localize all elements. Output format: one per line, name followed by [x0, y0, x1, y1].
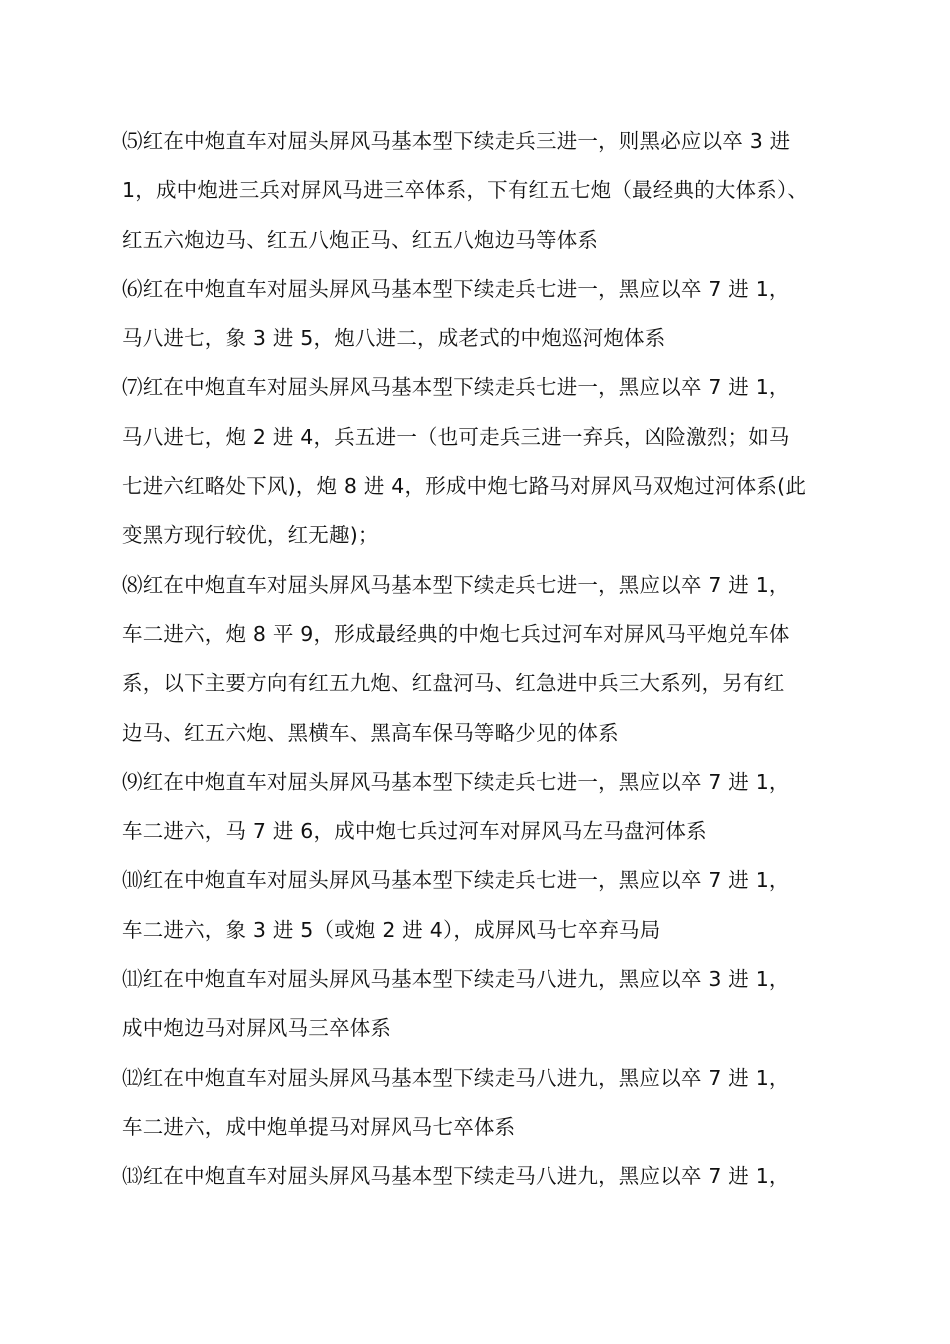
text-line: 车二进六，象 3 进 5（或炮 2 进 4），成屏风马七卒弃马局: [122, 917, 661, 942]
text-line: 红五六炮边马、红五八炮正马、红五八炮边马等体系: [122, 227, 599, 252]
text-line: ⑺红在中炮直车对屈头屏风马基本型下续走兵七进一，黑应以卒 7 进 1，: [122, 375, 790, 400]
paragraph-7: [122, 363, 840, 560]
text-line: ⑿红在中炮直车对屈头屏风马基本型下续走马八进九，黑应以卒 7 进 1，: [122, 1065, 790, 1090]
paragraph-6: [122, 265, 840, 364]
paragraph-11: [122, 955, 840, 1054]
paragraph-13: [122, 1152, 840, 1201]
text-line: ⑼红在中炮直车对屈头屏风马基本型下续走兵七进一，黑应以卒 7 进 1，: [122, 769, 790, 794]
text-line: ⑻红在中炮直车对屈头屏风马基本型下续走兵七进一，黑应以卒 7 进 1，: [122, 572, 790, 597]
text-line: ⑽红在中炮直车对屈头屏风马基本型下续走兵七进一，黑应以卒 7 进 1，: [122, 868, 790, 893]
text-line: ⑸红在中炮直车对屈头屏风马基本型下续走兵三进一，则黑必应以卒 3 进: [122, 129, 791, 153]
paragraph-12: [122, 1054, 840, 1153]
text-line: ⑹红在中炮直车对屈头屏风马基本型下续走兵七进一，黑应以卒 7 进 1，: [122, 276, 790, 301]
paragraph-8: [122, 561, 840, 758]
text-line: 变黑方现行较优，红无趣)；: [122, 523, 379, 548]
text-line: 系，以下主要方向有红五九炮、红盘河马、红急进中兵三大系列，另有红: [122, 671, 785, 696]
text-line: 1，成中炮进三兵对屏风马进三卒体系，下有红五七炮（最经典的大体系）、: [122, 178, 809, 203]
text-line: 边马、红五六炮、黑横车、黑高车保马等略少见的体系: [122, 720, 619, 745]
text-line: ⒀红在中炮直车对屈头屏风马基本型下续走马八进九，黑应以卒 7 进 1，: [122, 1164, 790, 1189]
text-line: 车二进六，马 7 进 6，成中炮七兵过河车对屏风马左马盘河体系: [122, 819, 707, 844]
document-body: [122, 117, 840, 1202]
paragraph-10: [122, 856, 840, 955]
text-line: 成中炮边马对屏风马三卒体系: [122, 1016, 392, 1041]
text-line: 七进六红略处下风)，炮 8 进 4，形成中炮七路马对屏风马双炮过河体系(此: [122, 474, 807, 499]
text-line: 车二进六，炮 8 平 9，形成最经典的中炮七兵过河车对屏风马平炮兑车体: [122, 621, 790, 646]
text-line: 车二进六，成中炮单提马对屏风马七卒体系: [122, 1114, 516, 1139]
text-line: 马八进七，象 3 进 5，炮八进二，成老式的中炮巡河炮体系: [122, 326, 666, 351]
text-line: ⑾红在中炮直车对屈头屏风马基本型下续走马八进九，黑应以卒 3 进 1，: [122, 967, 790, 992]
paragraph-9: [122, 758, 840, 857]
text-line: 马八进七，炮 2 进 4，兵五进一（也可走兵三进一弃兵，凶险激烈；如马: [122, 424, 790, 449]
paragraph-5: [122, 117, 840, 265]
